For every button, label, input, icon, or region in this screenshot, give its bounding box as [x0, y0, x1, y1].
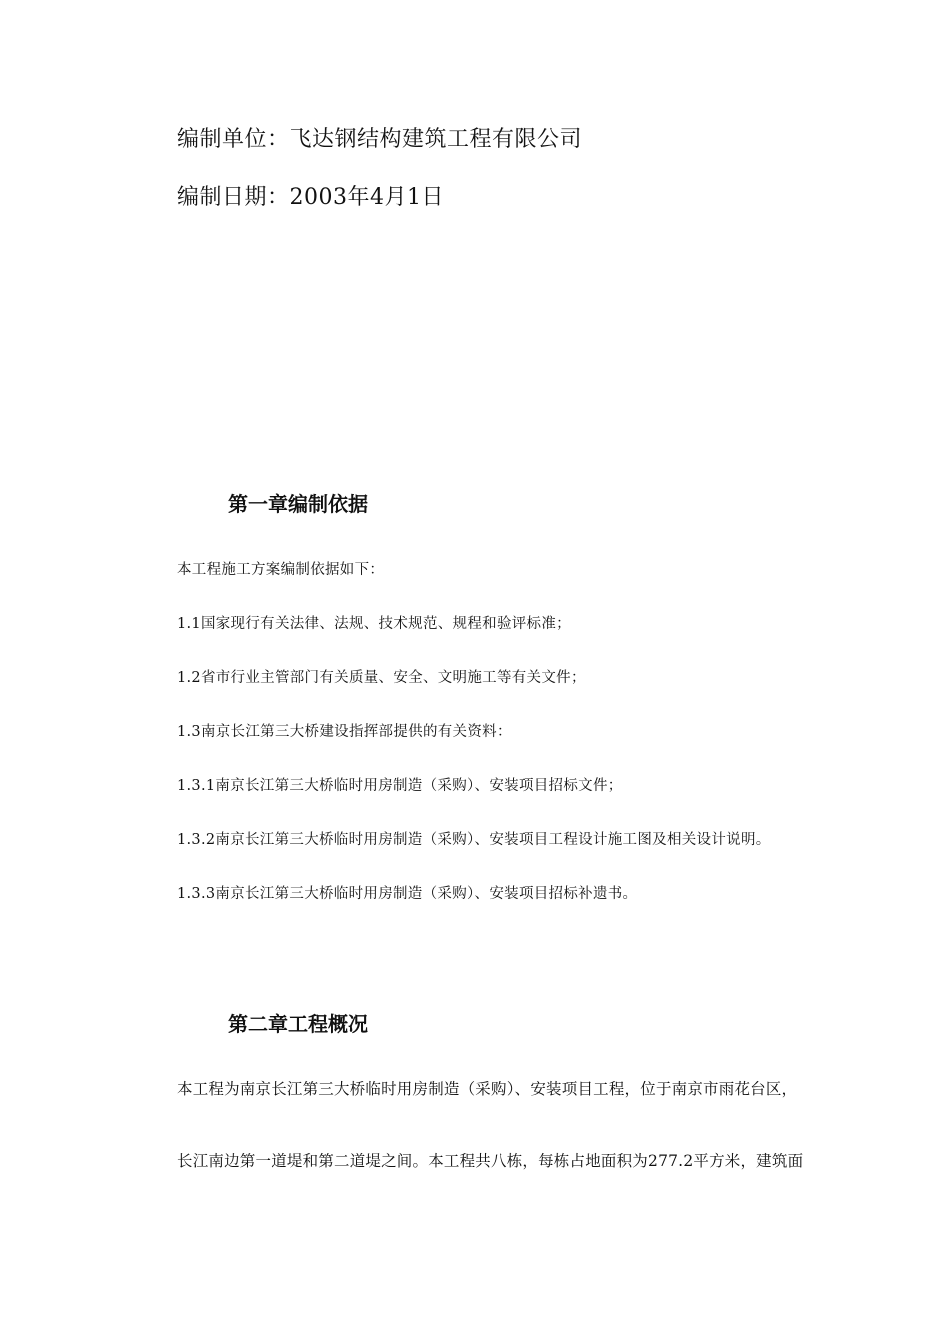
compile-date: 编制日期：2003年4月1日 [177, 185, 444, 210]
basis-item-1-1: 1.1国家现行有关法律、法规、技术规范、规程和验评标准； [177, 616, 571, 632]
basis-item-1-2: 1.2省市行业主管部门有关质量、安全、文明施工等有关文件； [177, 670, 586, 686]
basis-item-1-3: 1.3南京长江第三大桥建设指挥部提供的有关资料： [177, 724, 512, 740]
overview-line-2: 长江南边第一道堤和第二道堤之间。本工程共八栋，每栋占地面积为277.2平方米，建筑面 [177, 1152, 804, 1170]
chapter-1-title: 第一章编制依据 [228, 492, 368, 516]
basis-item-1-3-3: 1.3.3南京长江第三大桥临时用房制造（采购）、安装项目招标补遗书。 [177, 886, 638, 902]
chapter-2-title: 第二章工程概况 [228, 1012, 368, 1036]
overview-line-1: 本工程为南京长江第三大桥临时用房制造（采购）、安装项目工程，位于南京市雨花台区， [177, 1080, 798, 1098]
basis-item-1-3-2: 1.3.2南京长江第三大桥临时用房制造（采购）、安装项目工程设计施工图及相关设计说明。 [177, 832, 771, 848]
basis-item-1-3-1: 1.3.1南京长江第三大桥临时用房制造（采购）、安装项目招标文件； [177, 778, 623, 794]
chapter-1-intro: 本工程施工方案编制依据如下： [177, 562, 385, 578]
compiler-unit: 编制单位：飞达钢结构建筑工程有限公司 [177, 127, 583, 152]
